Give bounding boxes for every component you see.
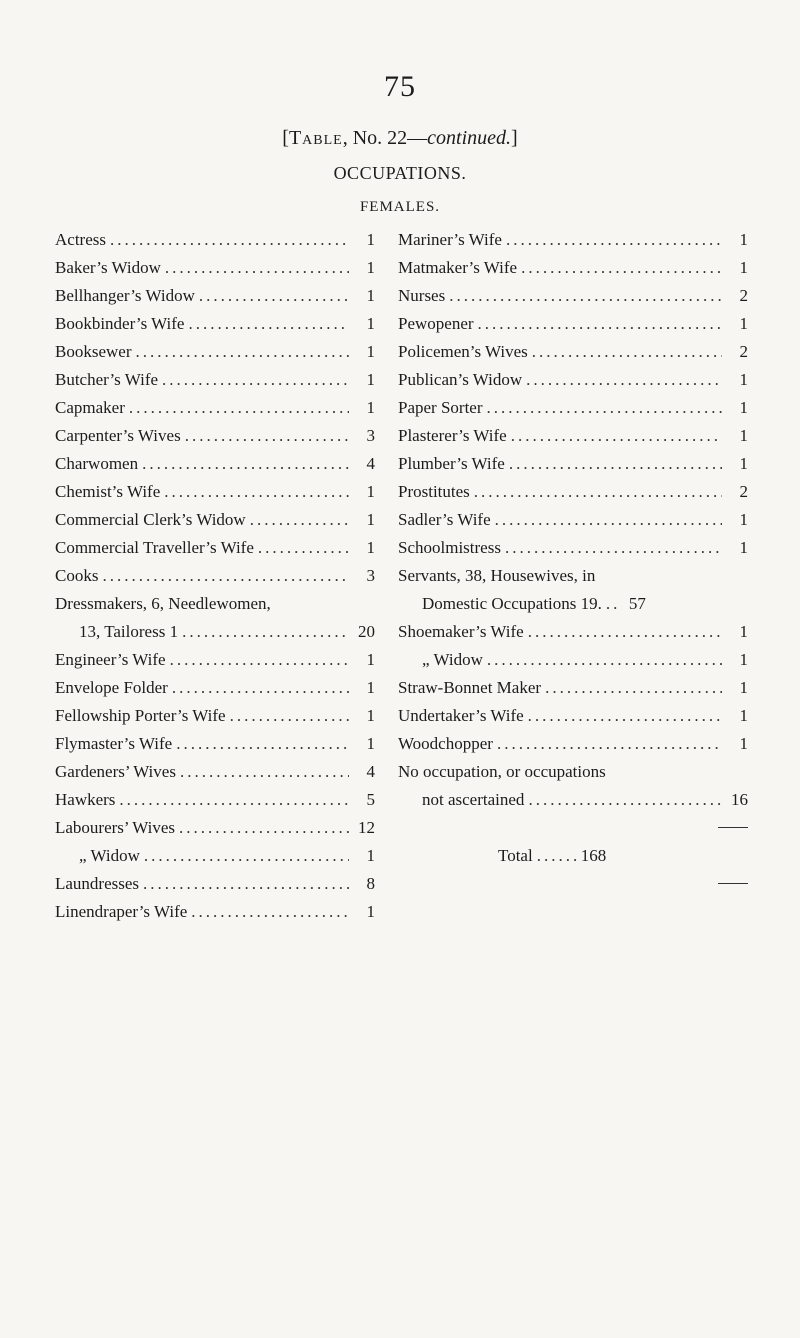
list-item: Capmaker ..... 1 (55, 394, 375, 422)
list-item: Bookbinder’s Wife ..... 1 (55, 310, 375, 338)
rule-top (398, 814, 748, 842)
total-value: 168 (580, 846, 607, 865)
list-item: Straw-Bonnet Maker ..... 1 (398, 674, 748, 702)
list-item: Publican’s Widow ..... 1 (398, 366, 748, 394)
list-item: Chemist’s Wife ..... 1 (55, 478, 375, 506)
total-label: Total (498, 846, 533, 865)
list-item: Servants, 38, Housewives, in (398, 566, 596, 585)
table-ref-label: Table (288, 127, 343, 149)
divider (718, 883, 748, 884)
list-item: Engineer’s Wife ..... 1 (55, 646, 375, 674)
list-item: Bellhanger’s Widow ..... 1 (55, 282, 375, 310)
list-item: Commercial Traveller’s Wife ..... 1 (55, 534, 375, 562)
table-ref-number: , No. 22— (342, 127, 428, 149)
list-item: Flymaster’s Wife ..... 1 (55, 730, 375, 758)
list-item: Matmaker’s Wife ..... 1 (398, 254, 748, 282)
list-item: Plasterer’s Wife ..... 1 (398, 422, 748, 450)
list-item: 13, Tailoress 1 ..... 20 (55, 618, 375, 646)
list-item: Nurses ..... 2 (398, 282, 748, 310)
rule-bottom (398, 870, 748, 898)
list-item: Butcher’s Wife ..... 1 (55, 366, 375, 394)
list-item: „ Widow ..... 1 (398, 646, 748, 674)
list-item: Actress ..... 1 (55, 226, 375, 254)
list-item: Baker’s Widow ..... 1 (55, 254, 375, 282)
list-item: Gardeners’ Wives ..... 4 (55, 758, 375, 786)
list-item: Linendraper’s Wife ..... 1 (55, 898, 375, 926)
list-item: Shoemaker’s Wife ..... 1 (398, 618, 748, 646)
list-item: Woodchopper ..... 1 (398, 730, 748, 758)
list-item: No occupation, or occupations (398, 762, 606, 781)
list-item: Commercial Clerk’s Widow ..... 1 (55, 506, 375, 534)
left-column (55, 226, 375, 926)
right-column (398, 226, 748, 898)
list-item: Undertaker’s Wife ..... 1 (398, 702, 748, 730)
list-item: Schoolmistress ..... 1 (398, 534, 748, 562)
table-ref-continued: continued. (427, 127, 512, 149)
table-ref-close: ] (511, 127, 518, 149)
page-number: 75 (384, 70, 416, 103)
list-item: Hawkers ..... 5 (55, 786, 375, 814)
list-item: „ Widow ..... 1 (55, 842, 375, 870)
list-item: not ascertained ..... 16 (398, 786, 748, 814)
list-item: Pewopener ..... 1 (398, 310, 748, 338)
table-ref-open: [ (282, 127, 289, 149)
table-reference (0, 127, 800, 150)
list-item: Paper Sorter ..... 1 (398, 394, 748, 422)
list-item: Charwomen ..... 4 (55, 450, 375, 478)
divider (718, 827, 748, 828)
list-item: Laundresses ..... 8 (55, 870, 375, 898)
list-item: Carpenter’s Wives ..... 3 (55, 422, 375, 450)
total-row (398, 842, 748, 870)
list-item: Fellowship Porter’s Wife ..... 1 (55, 702, 375, 730)
list-item: Plumber’s Wife ..... 1 (398, 450, 748, 478)
subsection-title: FEMALES. (359, 199, 441, 215)
list-item: Sadler’s Wife ..... 1 (398, 506, 748, 534)
list-item: Booksewer ..... 1 (55, 338, 375, 366)
section-title: OCCUPATIONS. (333, 163, 467, 183)
list-item: Prostitutes ..... 2 (398, 478, 748, 506)
list-item: Dressmakers, 6, Needlewomen, (55, 594, 271, 613)
list-item: Cooks ..... 3 (55, 562, 375, 590)
list-item: Mariner’s Wife ..... 1 (398, 226, 748, 254)
list-item: Envelope Folder ..... 1 (55, 674, 375, 702)
list-item: Labourers’ Wives ..... 12 (55, 814, 375, 842)
list-item: Domestic Occupations 19. ..... 57 (398, 590, 748, 618)
list-item: Policemen’s Wives ..... 2 (398, 338, 748, 366)
